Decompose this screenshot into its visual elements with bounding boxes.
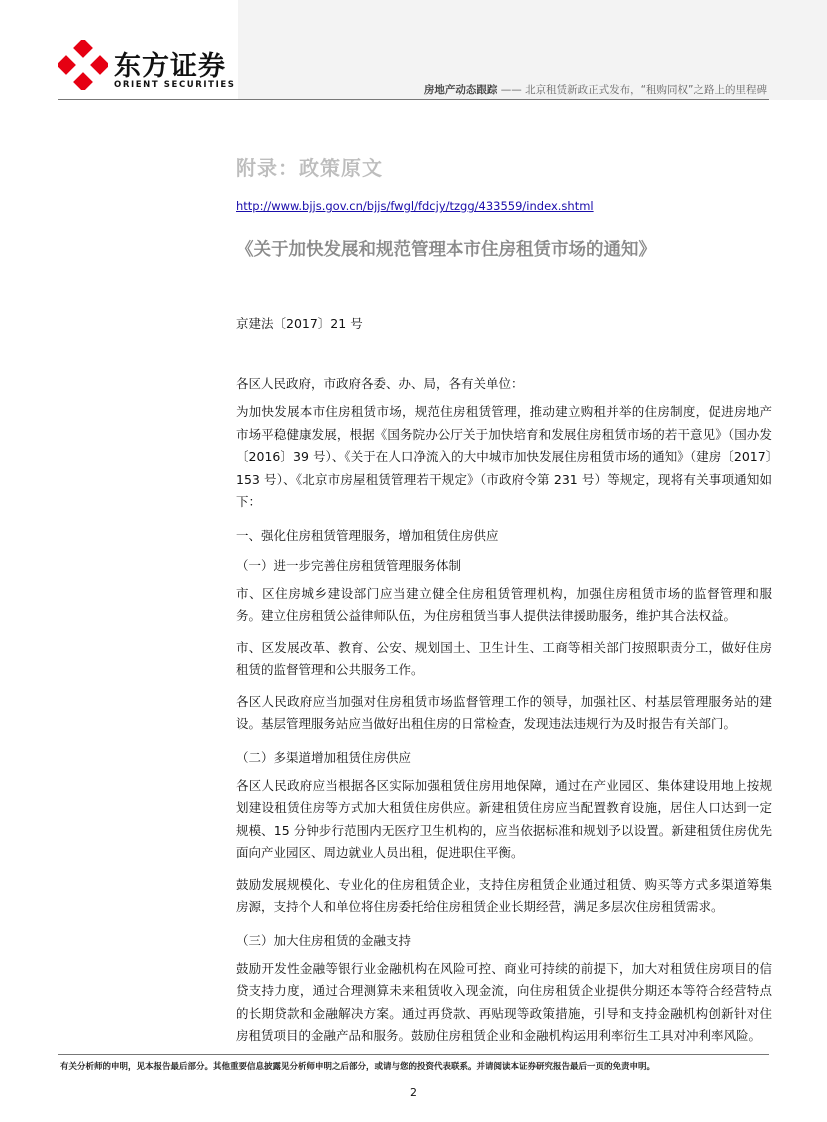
document-title: 《关于加快发展和规范管理本市住房租赁市场的通知》 <box>236 240 656 260</box>
subsection-heading: （二）多渠道增加租赁住房供应 <box>236 749 412 765</box>
running-head-title: 北京租赁新政正式发布，“租购同权”之路上的里程碑 <box>525 84 767 96</box>
page-number: 2 <box>410 1086 417 1099</box>
paragraph: 鼓励开发性金融等银行业金融机构在风险可控、商业可持续的前提下，加大对租赁住房项目的信贷支持力度，通过合理测算未来租赁收入现金流，向住房租赁企业提供分期还本等符合经营特点的长期贷款和金融解决方案。通过再贷款、再贴现等政策措施，引导和支持金融机构创新针对住房租赁项目的金融产品和服务。鼓励住房租赁企业和金融机构运用利率衍生工具对冲利率风险。 <box>236 960 772 1043</box>
paragraph: 市、区发展改革、教育、公安、规划国土、卫生计生、工商等相关部门按照职责分工，做好住房租赁的监督管理和公共服务工作。 <box>236 639 772 677</box>
subsection-heading: （一）进一步完善住房租赁管理服务体制 <box>236 557 462 573</box>
company-logo <box>58 40 258 94</box>
company-name-cn: 东方证券 <box>114 51 226 82</box>
running-head <box>424 82 767 97</box>
logo-mark-icon <box>58 40 108 90</box>
paragraph: 鼓励发展规模化、专业化的住房租赁企业，支持住房租赁企业通过租赁、购买等方式多渠道筹集房源，支持个人和单位将住房委托给住房租赁企业长期经营，满足多层次住房租赁需求。 <box>236 876 772 914</box>
footer-divider <box>58 1054 769 1055</box>
paragraph: 各区人民政府应当根据各区实际加强租赁住房用地保障，通过在产业园区、集体建设用地上按规划建设租赁住房等方式加大租赁住房供应。新建租赁住房应当配置教育设施，居住人口达到一定规模、15 分钟步行范围内无医疗卫生机构的，应当依据标准和规划予以设置。新建租赁住房优先面向产业园区、周边就业人员出租，促进职住平衡。 <box>236 777 772 860</box>
part-heading: 一、强化住房租赁管理服务，增加租赁住房供应 <box>236 527 499 543</box>
disclaimer: 有关分析师的申明，见本报告最后部分。其他重要信息披露见分析师申明之后部分，或请与您的投资代表联系。并请阅读本证券研究报告最后一页的免责申明。 <box>60 1062 656 1072</box>
company-name-en: ORIENT SECURITIES <box>114 80 236 90</box>
section-title: 附录：政策原文 <box>236 156 383 180</box>
intro-paragraph: 为加快发展本市住房租赁市场，规范住房租赁管理，推动建立购租并举的住房制度，促进房地产市场平稳健康发展，根据《国务院办公厅关于加快培育和发展住房租赁市场的若干意见》（国办发〔2016〕39 号）、《关于在人口净流入的大中城市加快发展住房租赁市场的通知》（建房〔2017〕153 号）、《北京市房屋租赁管理若干规定》（市政府令第 231 号）等规定，现将有关事项通知如下： <box>236 404 772 509</box>
main-content <box>236 152 772 1048</box>
paragraph: 市、区住房城乡建设部门应当建立健全住房租赁管理机构，加强住房租赁市场的监督管理和服务。建立住房租赁公益律师队伍，为住房租赁当事人提供法律援助服务，维护其合法权益。 <box>236 585 772 623</box>
running-head-dash: —— <box>497 84 526 96</box>
addressee: 各区人民政府，市政府各委、办、局，各有关单位： <box>236 376 524 391</box>
header-divider <box>58 99 769 100</box>
running-head-series: 房地产动态跟踪 <box>423 84 498 96</box>
paragraph: 各区人民政府应当加强对住房租赁市场监督管理工作的领导，加强社区、村基层管理服务站的建设。基层管理服务站应当做好出租住房的日常检查，发现违法违规行为及时报告有关部门。 <box>236 693 772 731</box>
subsection-heading: （三）加大住房租赁的金融支持 <box>236 932 412 948</box>
document-number: 京建法〔2017〕21 号 <box>236 316 363 331</box>
source-link[interactable]: http://www.bjjs.gov.cn/bjjs/fwgl/fdcjy/tzgg/433559/index.shtml <box>236 199 594 213</box>
